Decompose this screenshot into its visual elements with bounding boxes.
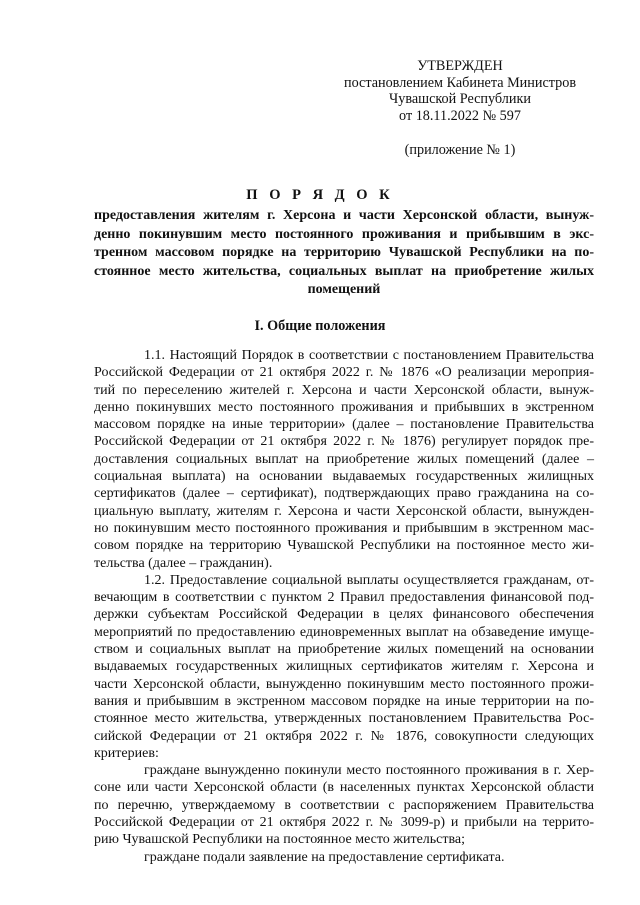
criterion-2-line: граждане подали заявление на предоставление сертификата. [144,849,505,865]
approval-title: УТВЕРЖДЕН [417,58,503,74]
section-body [94,347,594,866]
paragraph-1-1-line: тий по переселению жителей г. Херсона и части Херсонской области, вынуж- [94,382,594,398]
paragraph-1-1-line: тельства (далее – гражданин). [94,555,273,571]
subtitle-line: помещений [307,282,381,298]
paragraph-1-2-line: мероприятий по предоставлению единовременных выплат на обзаведение имуще- [94,624,594,640]
appendix-label: (приложение № 1) [404,142,516,158]
paragraph-1-1-line: социальная выплата) на основании выдаваемых государственных жилищных [94,469,594,485]
paragraph-1-2-line: 1.2. Предоставление социальной выплаты осуществляется гражданам, от- [144,572,594,588]
criterion-1-line: по перечню, утверждаемому в соответствии с распоряжением Правительства [94,797,594,813]
approval-date-number: от 18.11.2022 № 597 [399,107,521,124]
paragraph-1-1-line: совом порядке на территорию Чувашской Республики на постоянное место жи- [94,538,594,554]
approval-issuer: постановлением Кабинета Министров [343,74,577,91]
subtitle-line: тренном массовом порядке на территорию Чувашской Республики на по- [94,245,594,261]
paragraph-1-1-line: сертификатов (далее – сертификат), подтверждающих право гражданина на со- [94,486,594,502]
section-heading: I. Общие положения [254,318,386,334]
subtitle-line: денно покинувшим место постоянного проживания и прибывшим в экс- [94,226,594,242]
paragraph-1-1-line: денно покинувших место постоянного проживания и прибывших в экстренном [94,399,594,415]
criterion-1-line: Российской Федерации от 21 октября 2022 г. № 3099-р) и прибыли на террито- [94,815,594,831]
paragraph-1-2-line: вечающим в соответствии с пунктом 2 Правил предоставления финансовой под- [94,590,594,606]
paragraph-1-2-line: стоянное место жительства, утвержденных постановлением Правительства Рос- [94,711,594,727]
paragraph-1-2-line: держки субъектам Российской Федерации в целях финансового обеспечения [94,607,594,623]
paragraph-1-1-line: массовом порядке на иные территории» (далее – постановление Правительства [94,417,594,433]
paragraph-1-1-line: 1.1. Настоящий Порядок в соответствии с постановлением Правительства [144,348,594,363]
paragraph-1-1-line: Российской Федерации от 21 октября 2022 г. № 1876) регулирует порядок пре- [94,434,594,450]
approval-stamp [340,58,580,124]
paragraph-1-2-line: сийской Федерации от 21 октября 2022 г. № 1876, совокупности следующих [94,728,594,744]
paragraph-1-2-line: критериев: [94,745,159,761]
document-title: П О Р Я Д О К [246,187,394,203]
paragraph-1-1-line: циальную выплату, жителям г. Херсона и части Херсонской области, вынужден- [94,503,594,519]
paragraph-1-1-line: но покинувшим место постоянного проживания и прибывшим в экстренном мас- [94,520,594,536]
approval-issuer-region: Чувашской Республики [389,91,531,107]
subtitle-line: стоянное место жительства, социальных выплат на приобретение жилых [94,263,594,279]
paragraph-1-2-line: части Херсонской области, вынужденно покинувшим место постоянного прожи- [94,676,594,692]
subtitle-line: предоставления жителям г. Херсона и части Херсонской области, вынуж- [94,208,594,223]
paragraph-1-2-line: ством и социальных выплат на приобретение жилых помещений на основании [94,642,594,658]
criterion-1-line: граждане вынужденно покинули место постоянного проживания в г. Хер- [144,763,594,779]
paragraph-1-2-line: выдаваемых государственных жилищных сертификатов жителям г. Херсона и [94,659,594,675]
criterion-1-line: рию Чувашской Республики на постоянное место жительства; [94,832,466,848]
paragraph-1-2-line: вания и прибывшим в экстренном массовом порядке на иные территории на по- [94,693,594,709]
criterion-1-line: соне или части Херсонской области (в населенных пунктах Херсонской области [94,780,594,796]
paragraph-1-1-line: доставления социальных выплат на приобретение жилых помещений (далее – [94,451,594,467]
paragraph-1-1-line: Российской Федерации от 21 октября 2022 г. № 1876 «О реализации мероприя- [94,365,594,381]
document-subtitle [94,207,594,300]
